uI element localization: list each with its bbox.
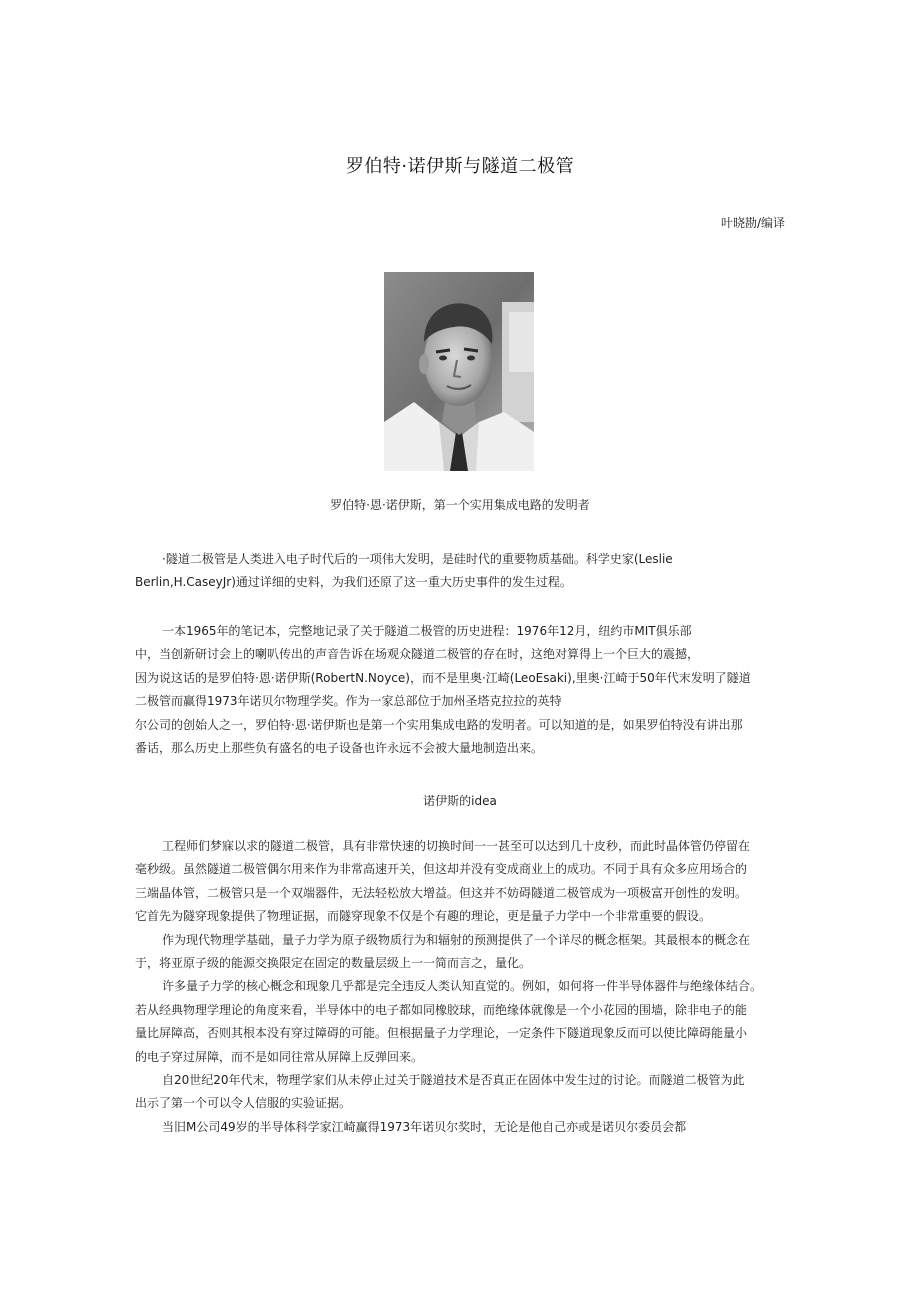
portrait-photo <box>384 272 534 471</box>
paragraph-line: 毫秒级。虽然隧道二极管偶尔用来作为非常高速开关，但这却并没有变成商业上的成功。不同于具有众多应用场合的 <box>135 862 748 877</box>
article-title: 罗伯特·诺伊斯与隧道二极管 <box>345 156 575 177</box>
paragraph-line: 番话，那么历史上那些负有盛名的电子设备也许永远不会被大量地制造出来。 <box>135 740 544 755</box>
paragraph-line: 作为现代物理学基础，量子力学为原子级物质行为和辐射的预测提供了一个详尽的概念框架。其最根本的概念在 <box>162 932 751 947</box>
paragraph-line: 二极管而赢得1973年诺贝尔物理学奖。作为一家总部位于加州圣塔克拉拉的英特 <box>135 694 562 709</box>
paragraph-line: 一本1965年的笔记本，完整地记录了关于隧道二极管的历史进程：1976年12月，纽约市MIT俱乐部 <box>162 624 692 638</box>
paragraph-line: 当旧M公司49岁的半导体科学家江崎赢得1973年诺贝尔奖时，无论是他自己亦或是诺贝尔委员会都 <box>162 1119 687 1134</box>
paragraph-line: 三端晶体管，二极管只是一个双端器件，无法轻松放大增益。但这并不妨碍隧道二极管成为一项极富开创性的发明。 <box>135 885 748 900</box>
paragraph-line: 量比屏障高，否则其根本没有穿过障碍的可能。但根据量子力学理论，一定条件下隧道现象反而可以使比障碍能量小 <box>135 1026 748 1041</box>
paragraph-line: 若从经典物理学理论的角度来看，半导体中的电子都如同橡胶球，而绝缘体就像是一个小花园的围墙，除非电子的能 <box>135 1002 748 1017</box>
paragraph-line: 自20世纪20年代末，物理学家们从未停止过关于隧道技术是否真正在固体中发生过的讨论。而隧道二极管为此 <box>162 1072 745 1087</box>
paragraph-line: 因为说这话的是罗伯特·恩·诺伊斯(RobertN.Noyce)，而不是里奥·江崎(LeoEsaki),里奥·江崎于50年代末发明了隧道 <box>135 670 751 685</box>
body-paragraphs <box>135 835 795 1139</box>
section-heading: 诺伊斯的idea <box>423 794 497 808</box>
intro-paragraph <box>135 548 795 595</box>
portrait-illustration <box>384 272 534 471</box>
paragraph-line: 中，当创新研讨会上的喇叭传出的声音告诉在场观众隧道二极管的存在时，这绝对算得上一个巨大的震撼， <box>135 647 700 662</box>
paragraph-line: 尔公司的创始人之一，罗伯特·恩·诺伊斯也是第一个实用集成电路的发明者。可以知道的是，如果罗伯特没有讲出那 <box>135 717 743 732</box>
paragraph-line: 于，将亚原子级的能源交换限定在固定的数量层级上一一简而言之，量化。 <box>135 955 532 970</box>
paragraph-line: Berlin,H.CaseyJr)通过详细的史料，为我们还原了这一重大历史事件的发生过程。 <box>135 575 572 590</box>
paragraph-line: 工程师们梦寐以求的隧道二极管，具有非常快速的切换时间一一甚至可以达到几十皮秒，而此时晶体管仍停留在 <box>162 839 751 853</box>
article-byline: 叶晓勘/编译 <box>720 216 785 230</box>
paragraph-line: 的电子穿过屏障，而不是如同往常从屏障上反弹回来。 <box>135 1049 424 1064</box>
photo-caption: 罗伯特·恩·诺伊斯，第一个实用集成电路的发明者 <box>330 498 590 512</box>
paragraph-line: 出示了第一个可以令人信服的实验证据。 <box>135 1096 352 1111</box>
paragraph-line: 许多量子力学的核心概念和现象几乎都是完全违反人类认知直觉的。例如，如何将一件半导体器件与绝缘体结合。 <box>162 979 763 994</box>
paragraph-line: 它首先为隧穿现象提供了物理证据，而隧穿现象不仅是个有趣的理论，更是量子力学中一个非常重要的假设。 <box>135 909 712 924</box>
history-paragraph <box>135 620 795 760</box>
paragraph-line: ·隧道二极管是人类进入电子时代后的一项伟大发明，是硅时代的重要物质基础。科学史家(Leslie <box>162 552 673 566</box>
